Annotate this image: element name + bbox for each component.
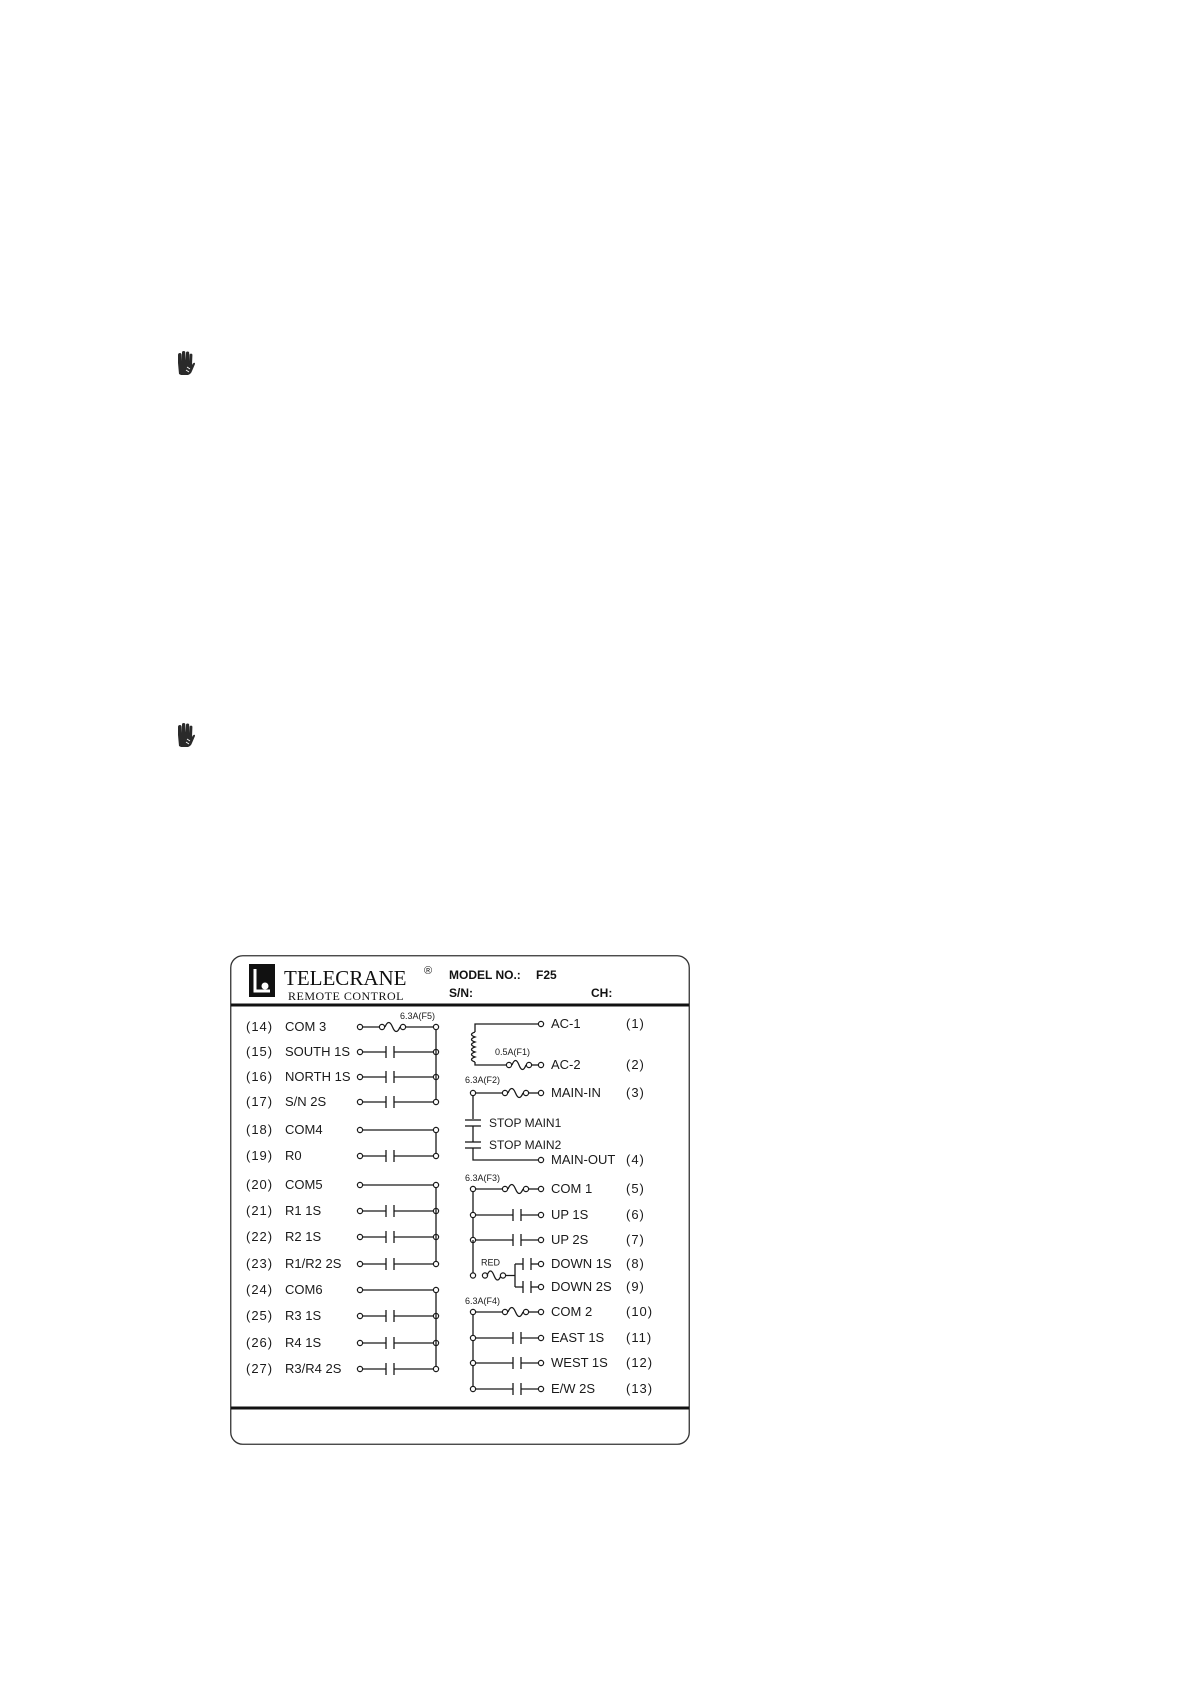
terminal-number: (14) (246, 1019, 274, 1034)
terminal-icon (433, 1153, 438, 1158)
terminal-icon (433, 1287, 438, 1292)
terminal-icon (357, 1049, 362, 1054)
terminal-icon (502, 1309, 507, 1314)
terminal-icon (433, 1182, 438, 1187)
brand-name: TELECRANE (284, 966, 407, 990)
terminal-icon (538, 1212, 543, 1217)
terminal-number: (23) (246, 1256, 274, 1271)
terminal-name: EAST 1S (551, 1330, 605, 1345)
model-value: F25 (536, 968, 557, 982)
terminal-icon (538, 1284, 543, 1289)
terminal-name: S/N 2S (285, 1094, 327, 1109)
terminal-number: (25) (246, 1308, 274, 1323)
terminal-name: COM5 (285, 1177, 323, 1192)
terminal-icon (538, 1021, 543, 1026)
terminal-number: (13) (626, 1381, 654, 1396)
brand-subtitle: REMOTE CONTROL (288, 989, 404, 1003)
terminal-name: AC-1 (551, 1016, 581, 1031)
registered-mark: ® (424, 965, 433, 977)
terminal-name: R4 1S (285, 1335, 322, 1350)
terminal-icon (506, 1062, 511, 1067)
terminal-icon (538, 1335, 543, 1340)
stop-label: STOP MAIN1 (489, 1116, 562, 1130)
terminal-name: UP 2S (551, 1232, 589, 1247)
terminal-icon (433, 1261, 438, 1266)
terminal-name: R1 1S (285, 1203, 322, 1218)
terminal-icon (538, 1360, 543, 1365)
terminal-icon (470, 1090, 475, 1095)
terminal-icon (470, 1309, 475, 1314)
terminal-icon (470, 1335, 475, 1340)
red-fuse-label: RED (481, 1257, 501, 1268)
terminal-number: (22) (246, 1229, 274, 1244)
terminal-number: (7) (626, 1232, 645, 1247)
terminal-name: COM 2 (551, 1304, 593, 1319)
terminal-name: R3/R4 2S (285, 1361, 342, 1376)
terminal-icon (357, 1366, 362, 1371)
model-label: MODEL NO.: (449, 968, 521, 982)
terminal-name: AC-2 (551, 1057, 581, 1072)
terminal-icon (538, 1261, 543, 1266)
terminal-icon (538, 1157, 543, 1162)
terminal-name: E/W 2S (551, 1381, 596, 1396)
terminal-name: R2 1S (285, 1229, 322, 1244)
terminal-icon (357, 1024, 362, 1029)
terminal-icon (470, 1212, 475, 1217)
terminal-name: MAIN-IN (551, 1085, 601, 1100)
terminal-number: (26) (246, 1335, 274, 1350)
terminal-icon (357, 1127, 362, 1132)
terminal-name: COM6 (285, 1282, 323, 1297)
terminal-icon (523, 1090, 528, 1095)
terminal-number: (12) (626, 1355, 654, 1370)
terminal-name: UP 1S (551, 1207, 589, 1222)
terminal-icon (357, 1074, 362, 1079)
terminal-name: NORTH 1S (285, 1069, 351, 1084)
terminal-icon (357, 1182, 362, 1187)
terminal-name: R1/R2 2S (285, 1256, 342, 1271)
terminal-icon (357, 1313, 362, 1318)
terminal-icon (357, 1099, 362, 1104)
terminal-icon (470, 1386, 475, 1391)
terminal-icon (523, 1309, 528, 1314)
terminal-icon (523, 1186, 528, 1191)
terminal-number: (27) (246, 1361, 274, 1376)
terminal-icon (433, 1024, 438, 1029)
terminal-number: (9) (626, 1279, 645, 1294)
terminal-name: DOWN 2S (551, 1279, 612, 1294)
terminal-name: MAIN-OUT (551, 1152, 616, 1167)
fuse-label: 0.5A(F1) (495, 1047, 531, 1057)
terminal-icon (538, 1386, 543, 1391)
terminal-name: WEST 1S (551, 1355, 608, 1370)
terminal-icon (379, 1024, 384, 1029)
terminal-name: SOUTH 1S (285, 1044, 351, 1059)
terminal-number: (11) (626, 1330, 653, 1345)
terminal-number: (6) (626, 1207, 645, 1222)
wiring-label (230, 955, 690, 1445)
raised-hand-icon (174, 350, 196, 376)
terminal-number: (19) (246, 1148, 274, 1163)
terminal-name: COM4 (285, 1122, 323, 1137)
terminal-icon (357, 1287, 362, 1292)
terminal-icon (538, 1062, 543, 1067)
terminal-icon (357, 1340, 362, 1345)
terminal-number: (8) (626, 1256, 645, 1271)
terminal-number: (15) (246, 1044, 274, 1059)
terminal-number: (16) (246, 1069, 274, 1084)
terminal-name: R3 1S (285, 1308, 322, 1323)
terminal-icon (400, 1024, 405, 1029)
fuse-label: 6.3A(F3) (465, 1173, 501, 1183)
telecrane-logo-icon (249, 964, 275, 997)
terminal-number: (17) (246, 1094, 274, 1109)
terminal-number: (24) (246, 1282, 274, 1297)
fuse-label: 6.3A(F2) (465, 1075, 501, 1085)
terminal-number: (2) (626, 1057, 645, 1072)
terminal-icon (470, 1273, 475, 1278)
sn-label: S/N: (449, 986, 473, 1000)
terminal-icon (357, 1208, 362, 1213)
terminal-icon (433, 1099, 438, 1104)
raised-hand-icon (174, 722, 196, 748)
terminal-icon (502, 1090, 507, 1095)
terminal-icon (433, 1127, 438, 1132)
terminal-icon (500, 1273, 505, 1278)
terminal-number: (1) (626, 1016, 645, 1031)
terminal-icon (538, 1186, 543, 1191)
terminal-number: (18) (246, 1122, 274, 1137)
terminal-number: (21) (246, 1203, 274, 1218)
fuse-label: 6.3A(F4) (465, 1296, 501, 1306)
terminal-icon (482, 1273, 487, 1278)
terminal-icon (502, 1186, 507, 1191)
terminal-name: COM 1 (551, 1181, 593, 1196)
terminal-name: COM 3 (285, 1019, 327, 1034)
terminal-icon (357, 1234, 362, 1239)
terminal-number: (4) (626, 1152, 645, 1167)
terminal-icon (470, 1360, 475, 1365)
terminal-number: (3) (626, 1085, 645, 1100)
fuse-label: 6.3A(F5) (400, 1011, 436, 1021)
terminal-icon (538, 1090, 543, 1095)
ch-label: CH: (591, 986, 613, 1000)
terminal-icon (357, 1153, 362, 1158)
terminal-name: DOWN 1S (551, 1256, 612, 1271)
terminal-name: R0 (285, 1148, 302, 1163)
terminal-icon (538, 1309, 543, 1314)
stop-label: STOP MAIN2 (489, 1138, 562, 1152)
terminal-number: (5) (626, 1181, 645, 1196)
terminal-icon (526, 1062, 531, 1067)
terminal-number: (20) (246, 1177, 274, 1192)
terminal-icon (357, 1261, 362, 1266)
terminal-icon (433, 1366, 438, 1371)
terminal-number: (10) (626, 1304, 654, 1319)
terminal-icon (538, 1237, 543, 1242)
terminal-icon (470, 1186, 475, 1191)
